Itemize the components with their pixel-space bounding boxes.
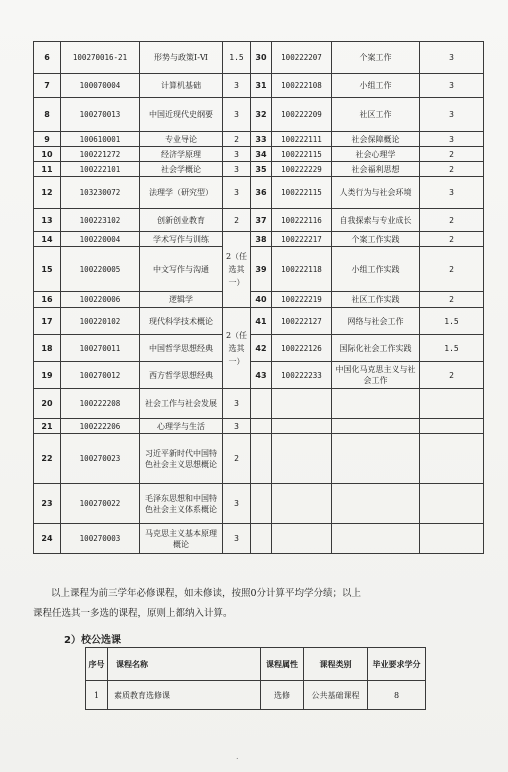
empty-cell [420, 419, 484, 434]
course-code: 100070004 [61, 74, 140, 98]
course-code: 100270012 [61, 362, 140, 389]
course-name: 心理学与生活 [140, 419, 223, 434]
column-header: 毕业要求学分 [368, 648, 426, 681]
table-cell: 1 [86, 681, 108, 710]
course-number: 6 [34, 42, 61, 74]
course-code: 100270003 [61, 524, 140, 554]
course-credit: 3 [223, 98, 251, 132]
course-code: 100222115 [272, 147, 332, 162]
table-row [34, 209, 484, 232]
course-number: 12 [34, 177, 61, 209]
course-name: 中国近现代史纲要 [140, 98, 223, 132]
course-number: 35 [251, 162, 272, 177]
table-cell: 公共基础课程 [304, 681, 368, 710]
group-credit-cell: 2（任选其一） [223, 232, 251, 308]
empty-cell [332, 484, 420, 524]
course-number: 39 [251, 247, 272, 292]
course-name: 网络与社会工作 [332, 308, 420, 335]
course-code: 100222111 [272, 132, 332, 147]
group-credit-cell: 2（任选其一） [223, 308, 251, 389]
course-code: 100222217 [272, 232, 332, 247]
empty-cell [332, 434, 420, 484]
course-code: 100222101 [61, 162, 140, 177]
course-number: 14 [34, 232, 61, 247]
empty-cell [272, 484, 332, 524]
course-name: 社区工作实践 [332, 292, 420, 308]
course-credit: 3 [223, 419, 251, 434]
course-number: 20 [34, 389, 61, 419]
course-code: 100222229 [272, 162, 332, 177]
course-name: 小组工作 [332, 74, 420, 98]
course-code: 100222219 [272, 292, 332, 308]
course-code: 100222208 [61, 389, 140, 419]
table-row [34, 42, 484, 74]
section-heading: 2）校公选课 [64, 635, 121, 646]
empty-cell [420, 524, 484, 554]
course-number: 7 [34, 74, 61, 98]
course-credit: 2 [223, 209, 251, 232]
table-row [86, 681, 426, 710]
course-credit: 2 [420, 247, 484, 292]
elective-courses-table [85, 647, 426, 710]
empty-cell [251, 389, 272, 419]
course-credit: 3 [420, 177, 484, 209]
table-row [34, 147, 484, 162]
course-credit: 3 [223, 162, 251, 177]
empty-cell [272, 524, 332, 554]
course-name: 社区工作 [332, 98, 420, 132]
empty-cell [332, 389, 420, 419]
course-credit: 2 [420, 232, 484, 247]
course-code: 100222206 [61, 419, 140, 434]
course-name: 学术写作与训练 [140, 232, 223, 247]
empty-cell [420, 389, 484, 419]
course-number: 34 [251, 147, 272, 162]
course-credit: 3 [420, 42, 484, 74]
course-code: 100220102 [61, 308, 140, 335]
course-number: 10 [34, 147, 61, 162]
course-code: 100270022 [61, 484, 140, 524]
course-name: 人类行为与社会环境 [332, 177, 420, 209]
course-name: 中国化马克思主义与社会工作 [332, 362, 420, 389]
course-name: 个案工作实践 [332, 232, 420, 247]
table-row [34, 524, 484, 554]
column-header: 序号 [86, 648, 108, 681]
empty-cell [332, 524, 420, 554]
course-name: 经济学原理 [140, 147, 223, 162]
course-credit: 3 [223, 524, 251, 554]
table-row [34, 177, 484, 209]
course-name: 自我探索与专业成长 [332, 209, 420, 232]
course-number: 8 [34, 98, 61, 132]
course-credit: 2 [223, 132, 251, 147]
empty-cell [251, 524, 272, 554]
course-credit: 3 [420, 74, 484, 98]
empty-cell [251, 434, 272, 484]
empty-cell [272, 419, 332, 434]
course-credit: 3 [223, 389, 251, 419]
course-code: 100610001 [61, 132, 140, 147]
course-code: 100270023 [61, 434, 140, 484]
course-credit: 2 [420, 209, 484, 232]
course-number: 18 [34, 335, 61, 362]
course-name: 计算机基础 [140, 74, 223, 98]
table-row [34, 484, 484, 524]
table-row [34, 308, 484, 335]
course-number: 32 [251, 98, 272, 132]
course-name: 中国哲学思想经典 [140, 335, 223, 362]
course-credit: 2 [420, 162, 484, 177]
table-row [34, 74, 484, 98]
course-name: 国际化社会工作实践 [332, 335, 420, 362]
table-cell: 选修 [261, 681, 304, 710]
page-mark: . [236, 752, 239, 761]
course-name: 西方哲学思想经典 [140, 362, 223, 389]
table-cell: 素质教育选修课 [108, 681, 261, 710]
course-name: 逻辑学 [140, 292, 223, 308]
table-row [34, 232, 484, 247]
course-code: 100270016-21 [61, 42, 140, 74]
note-line-1: 以上课程为前三学年必修课程，如未修读，按照0分计算平均学分绩；以上 [51, 588, 362, 599]
course-name: 现代科学技术概论 [140, 308, 223, 335]
course-credit: 1.5 [223, 42, 251, 74]
course-name: 社会心理学 [332, 147, 420, 162]
table-row [34, 419, 484, 434]
table-row [34, 162, 484, 177]
course-number: 16 [34, 292, 61, 308]
course-number: 9 [34, 132, 61, 147]
course-number: 11 [34, 162, 61, 177]
course-name: 法理学（研究型） [140, 177, 223, 209]
course-name: 习近平新时代中国特色社会主义思想概论 [140, 434, 223, 484]
table-row [34, 434, 484, 484]
course-code: 100222233 [272, 362, 332, 389]
course-name: 社会保障概论 [332, 132, 420, 147]
course-credit: 2 [420, 292, 484, 308]
course-credit: 3 [223, 147, 251, 162]
course-credit: 2 [223, 434, 251, 484]
course-number: 33 [251, 132, 272, 147]
table-row [34, 98, 484, 132]
course-code: 100221272 [61, 147, 140, 162]
column-header: 课程名称 [108, 648, 261, 681]
course-code: 100220004 [61, 232, 140, 247]
course-number: 13 [34, 209, 61, 232]
table-row [34, 362, 484, 389]
course-number: 41 [251, 308, 272, 335]
column-header: 课程属性 [261, 648, 304, 681]
course-credit: 2 [420, 362, 484, 389]
course-number: 36 [251, 177, 272, 209]
empty-cell [272, 434, 332, 484]
course-code: 100220006 [61, 292, 140, 308]
empty-cell [272, 389, 332, 419]
course-name: 社会学概论 [140, 162, 223, 177]
course-number: 15 [34, 247, 61, 292]
course-number: 37 [251, 209, 272, 232]
course-credit: 3 [420, 132, 484, 147]
note-line-2: 课程任选其一多选的课程，原则上都纳入计算。 [33, 608, 233, 619]
table-row [34, 389, 484, 419]
course-number: 24 [34, 524, 61, 554]
course-number: 23 [34, 484, 61, 524]
course-number: 30 [251, 42, 272, 74]
course-credit: 1.5 [420, 335, 484, 362]
course-number: 43 [251, 362, 272, 389]
course-code: 103230072 [61, 177, 140, 209]
table-cell: 8 [368, 681, 426, 710]
course-credit: 2 [420, 147, 484, 162]
course-code: 100270013 [61, 98, 140, 132]
course-code: 100222115 [272, 177, 332, 209]
course-credit: 3 [420, 98, 484, 132]
course-code: 100222127 [272, 308, 332, 335]
course-credit: 1.5 [420, 308, 484, 335]
course-credit: 3 [223, 74, 251, 98]
course-credit: 3 [223, 177, 251, 209]
course-name: 社会工作与社会发展 [140, 389, 223, 419]
required-courses-table [33, 41, 484, 554]
course-code: 100223102 [61, 209, 140, 232]
course-number: 21 [34, 419, 61, 434]
empty-cell [420, 434, 484, 484]
empty-cell [332, 419, 420, 434]
column-header: 课程类别 [304, 648, 368, 681]
course-name: 创新创业教育 [140, 209, 223, 232]
course-code: 100222207 [272, 42, 332, 74]
course-name: 形势与政策Ⅰ-Ⅵ [140, 42, 223, 74]
empty-cell [251, 419, 272, 434]
course-name: 个案工作 [332, 42, 420, 74]
table-row [34, 247, 484, 292]
course-name: 专业导论 [140, 132, 223, 147]
course-name: 马克思主义基本原理概论 [140, 524, 223, 554]
course-code: 100222116 [272, 209, 332, 232]
table-row [34, 335, 484, 362]
course-number: 17 [34, 308, 61, 335]
course-name: 中文写作与沟通 [140, 247, 223, 292]
course-code: 100220005 [61, 247, 140, 292]
course-number: 38 [251, 232, 272, 247]
empty-cell [420, 484, 484, 524]
course-code: 100222108 [272, 74, 332, 98]
empty-cell [251, 484, 272, 524]
course-name: 小组工作实践 [332, 247, 420, 292]
course-number: 42 [251, 335, 272, 362]
course-name: 社会福利思想 [332, 162, 420, 177]
course-number: 19 [34, 362, 61, 389]
course-code: 100222126 [272, 335, 332, 362]
course-credit: 3 [223, 484, 251, 524]
table-row [34, 292, 484, 308]
course-number: 31 [251, 74, 272, 98]
course-number: 40 [251, 292, 272, 308]
course-code: 100270011 [61, 335, 140, 362]
course-name: 毛泽东思想和中国特色社会主义体系概论 [140, 484, 223, 524]
course-code: 100222118 [272, 247, 332, 292]
course-code: 100222209 [272, 98, 332, 132]
course-number: 22 [34, 434, 61, 484]
table-row [34, 132, 484, 147]
